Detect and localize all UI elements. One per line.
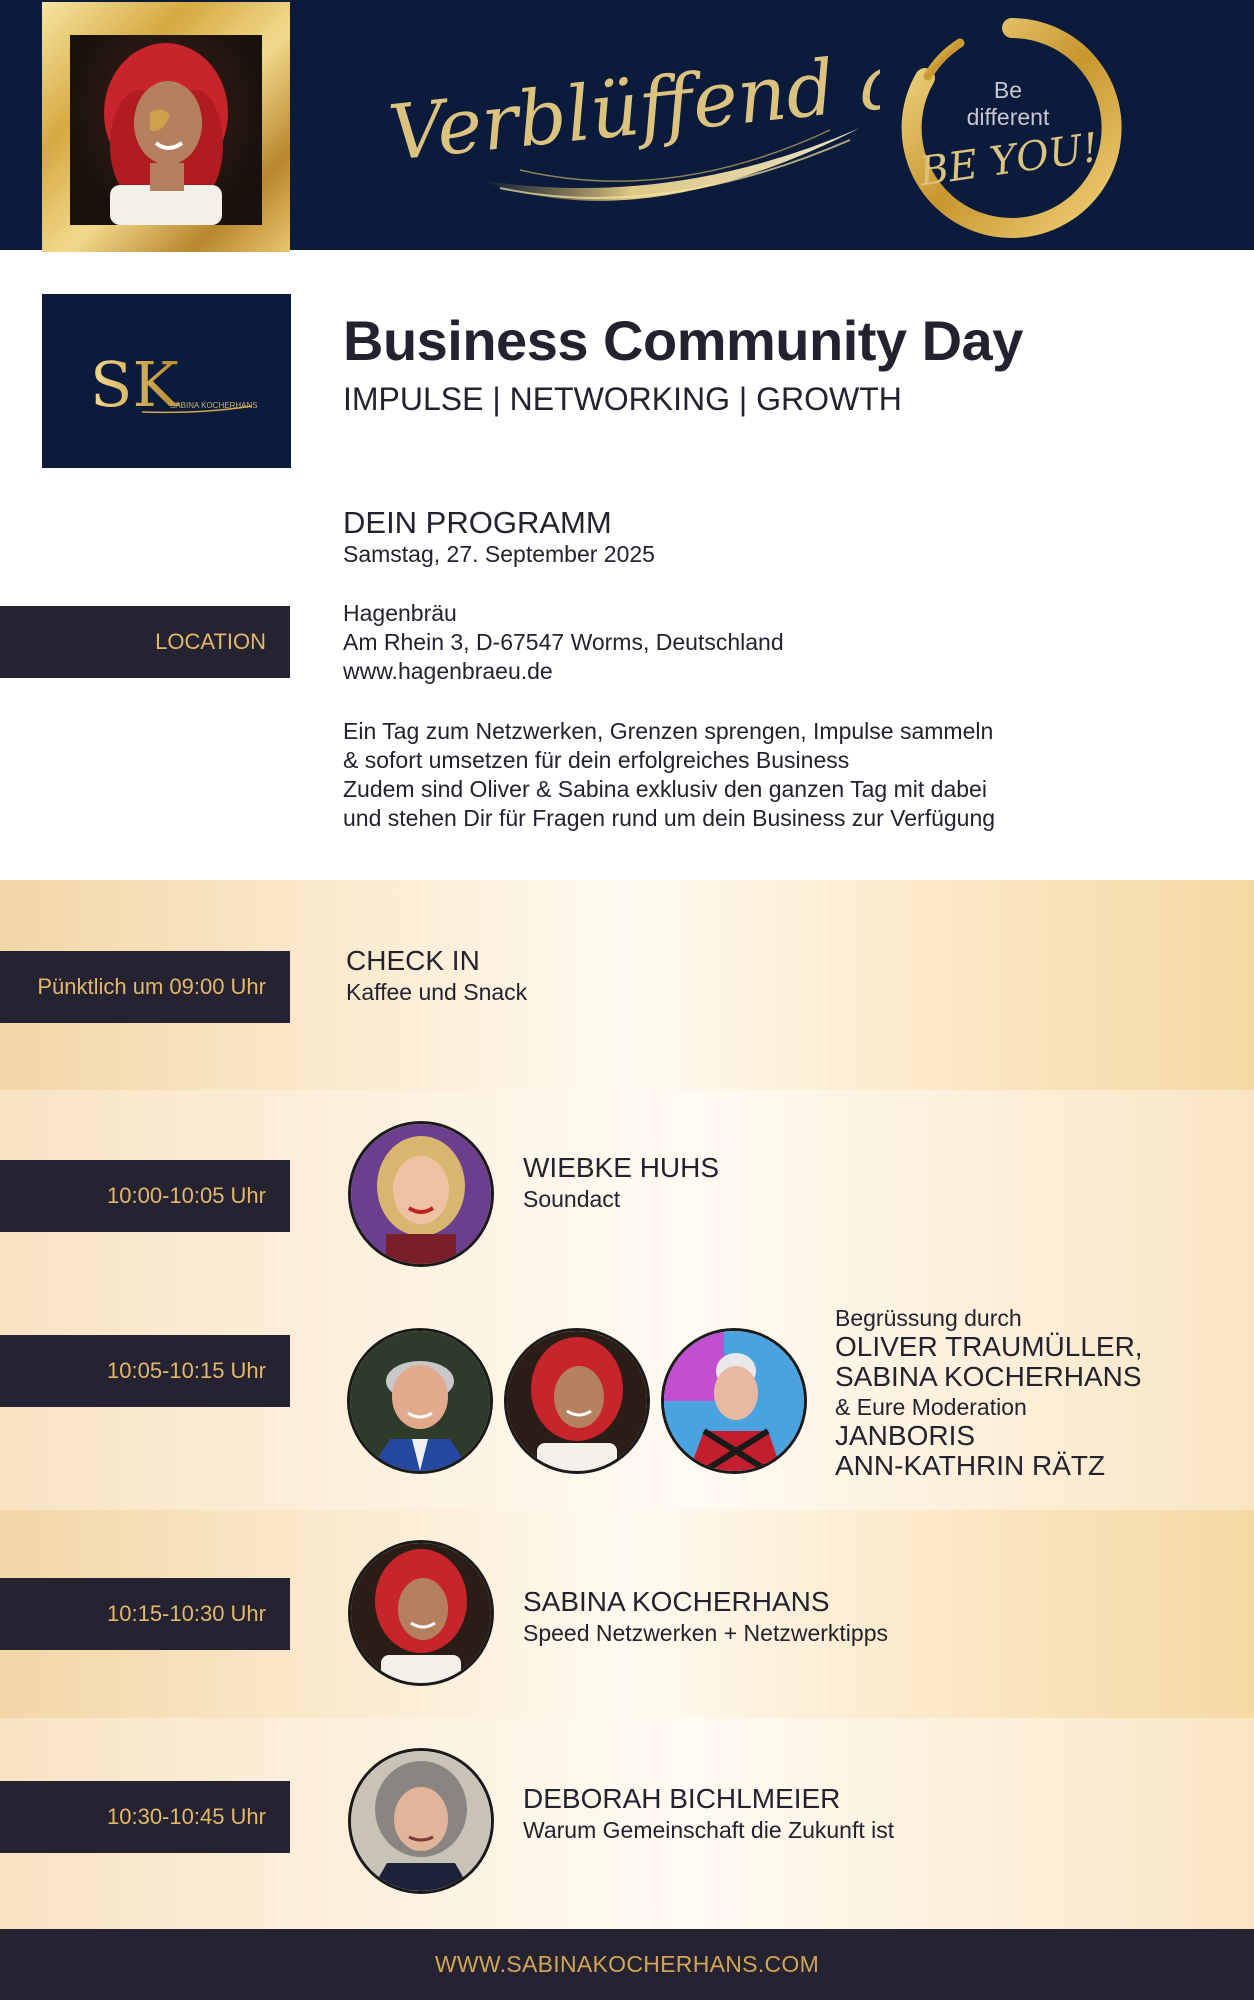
banner-script-title: [380, 30, 880, 210]
venue-url-link[interactable]: www.hagenbraeu.de: [343, 658, 553, 684]
moderator-name: JANBORIS: [835, 1420, 976, 1451]
event-date: Samstag, 27. September 2025: [343, 541, 655, 567]
banner-script-text: Verblüffend anders: [384, 30, 880, 178]
speaker-avatar: [348, 1748, 494, 1894]
logo-name: SABINA KOCHERHANS: [170, 401, 258, 410]
speaker-topic: Warum Gemeinschaft die Zukunft ist: [523, 1817, 895, 1843]
speaker-avatar: [347, 1328, 493, 1474]
be-different-badge: [900, 18, 1125, 243]
moderation-intro: & Eure Moderation: [835, 1394, 1027, 1420]
footer-website-link[interactable]: WWW.SABINAKOCHERHANS.COM: [434, 1951, 820, 1977]
time-label: 10:00-10:05 Uhr: [0, 1160, 290, 1232]
program-heading: DEIN PROGRAMM: [343, 505, 612, 540]
speaker-topic: Soundact: [523, 1186, 621, 1212]
welcome-name: OLIVER TRAUMÜLLER,: [835, 1331, 1143, 1362]
badge-be-text: Be: [993, 77, 1023, 103]
speaker-avatar: [661, 1328, 807, 1474]
speaker-avatar: [348, 1121, 494, 1267]
speaker-avatar: [348, 1540, 494, 1686]
event-subtitle: IMPULSE | NETWORKING | GROWTH: [343, 381, 902, 417]
checkin-subtitle: Kaffee und Snack: [346, 979, 528, 1005]
venue-address: Am Rhein 3, D-67547 Worms, Deutschland: [343, 629, 784, 655]
time-label: 10:30-10:45 Uhr: [0, 1781, 290, 1853]
time-label: Pünktlich um 09:00 Uhr: [0, 951, 290, 1023]
speaker-name: SABINA KOCHERHANS: [523, 1586, 830, 1617]
time-label: 10:05-10:15 Uhr: [0, 1335, 290, 1407]
location-label: LOCATION: [0, 606, 290, 678]
moderator-name: ANN-KATHRIN RÄTZ: [835, 1450, 1106, 1481]
welcome-name: SABINA KOCHERHANS: [835, 1361, 1142, 1392]
badge-different-text: different: [966, 104, 1050, 130]
footer-bar: [0, 1929, 1254, 2000]
sk-logo: [42, 294, 291, 468]
description-line: und stehen Dir für Fragen rund um dein Business zur Verfügung: [343, 805, 996, 831]
description-line: Ein Tag zum Netzwerken, Grenzen sprengen, Impulse sammeln: [343, 718, 994, 744]
event-title: Business Community Day: [343, 309, 1023, 372]
welcome-intro: Begrüssung durch: [835, 1305, 1022, 1331]
speaker-name: DEBORAH BICHLMEIER: [523, 1783, 841, 1814]
speaker-topic: Speed Netzwerken + Netzwerktipps: [523, 1620, 888, 1646]
speaker-avatar: [504, 1328, 650, 1474]
venue-name: Hagenbräu: [343, 600, 457, 626]
description-line: Zudem sind Oliver & Sabina exklusiv den ganzen Tag mit dabei: [343, 776, 987, 802]
time-label: 10:15-10:30 Uhr: [0, 1578, 290, 1650]
description-line: & sofort umsetzen für dein erfolgreiches Business: [343, 747, 850, 773]
checkin-title: CHECK IN: [346, 945, 480, 976]
banner-portrait-photo: [70, 35, 262, 225]
speaker-name: WIEBKE HUHS: [523, 1152, 720, 1183]
logo-monogram: SK: [90, 348, 179, 421]
badge-be-you-text: BE YOU!: [916, 124, 1102, 196]
